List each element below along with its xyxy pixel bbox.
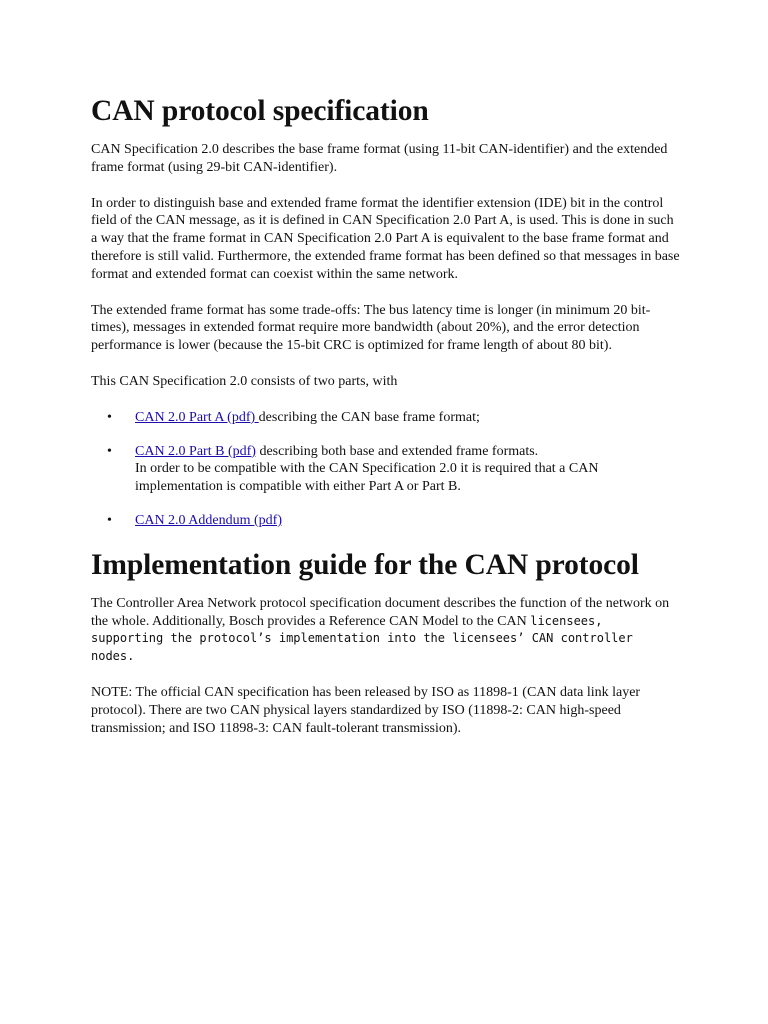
list-item-addendum <box>91 512 681 530</box>
list-item-part-b-note: In order to be compatible with the CAN Specification 2.0 it is required that a CAN implementation is compatible with either Part A or Part B. <box>135 461 599 495</box>
section-title-implementation-guide: Implementation guide for the CAN protocol <box>91 548 639 581</box>
bullet-icon: • <box>107 512 112 528</box>
paragraph-ide-bit: In order to distinguish base and extended frame format the identifier extension (IDE) bit in the control field of the CAN message, as it is defined in CAN Specification 2.0 Part A, is used. This is done in such a way that the frame format in CAN Specification 2.0 Part A is equivalent to the base frame format and therefore is still valid. Furthermore, the extended frame format has been defined so that messages in base format and extended format can coexist within the same network. <box>91 195 680 282</box>
link-can-2-0-part-b-pdf[interactable]: CAN 2.0 Part B (pdf) <box>135 443 256 459</box>
list-item-part-b-text: describing both base and extended frame formats. <box>255 443 539 459</box>
link-can-2-0-part-a-pdf[interactable]: CAN 2.0 Part A (pdf) <box>135 409 259 425</box>
list-item-part-b <box>91 443 681 496</box>
paragraph-reference-can-model <box>91 595 681 666</box>
paragraph-reference-can-model-licensees: licensees, supporting the protocol’s implementation into the licensees’ CAN controller nodes. <box>91 613 633 664</box>
paragraph-two-parts: This CAN Specification 2.0 consists of two parts, with <box>91 373 398 389</box>
paragraph-base-extended-formats: CAN Specification 2.0 describes the base frame format (using 11-bit CAN-identifier) and the extended frame format (using 29-bit CAN-identifier). <box>91 142 668 175</box>
paragraph-iso-note: NOTE: The official CAN specification has been released by ISO as 11898-1 (CAN data link layer protocol). There are two CAN physical layers standardized by ISO (11898-2: CAN high-speed transmission; and ISO 11898-3: CAN fault-tolerant transmission). <box>91 684 641 736</box>
section-title-can-protocol-specification: CAN protocol specification <box>91 95 429 127</box>
document-content <box>91 92 681 737</box>
bullet-icon: • <box>107 443 112 459</box>
list-item-part-a-text: describing the CAN base frame format; <box>258 409 480 425</box>
link-can-2-0-addendum-pdf[interactable]: CAN 2.0 Addendum (pdf) <box>135 512 282 528</box>
bullet-icon: • <box>107 409 112 425</box>
paragraph-trade-offs: The extended frame format has some trade-offs: The bus latency time is longer (in minimum 20 bit-times), messages in extended format require more bandwidth (about 20%), and the error detection performance is lower (because the 15-bit CRC is optimized for frame length of about 80 bit). <box>91 302 651 354</box>
paragraph-reference-can-model-text: The Controller Area Network protocol specification document describes the function of the network on the whole. Additionally, Bosch provides a Reference CAN Model to the CAN <box>91 595 670 629</box>
specification-parts-list <box>91 409 681 530</box>
list-item-part-a <box>91 409 681 427</box>
